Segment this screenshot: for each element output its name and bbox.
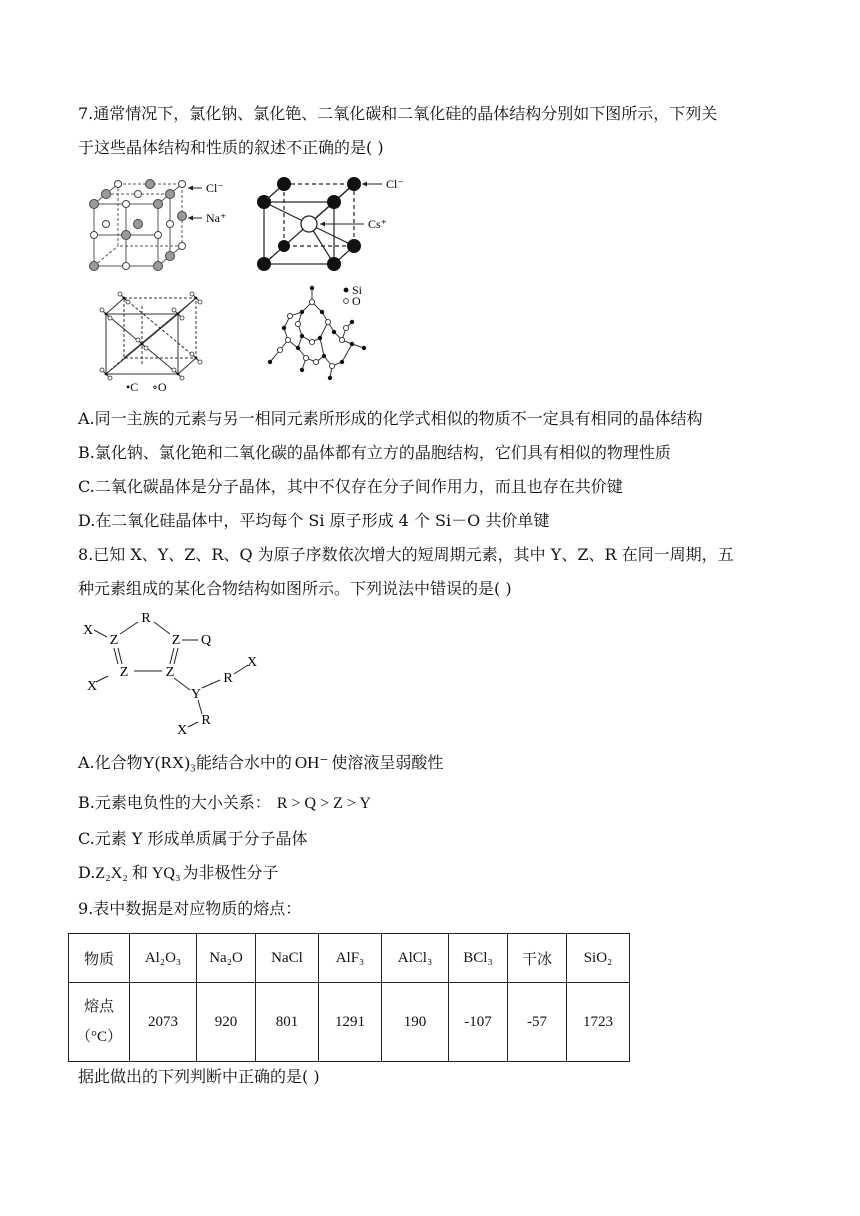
- q8-stem-line2: 种元素组成的某化合物结构如图所示。下列说法中错误的是( ): [78, 579, 512, 598]
- table-header-cell: NaCl: [256, 934, 319, 983]
- q8-atom-x4: X: [176, 723, 188, 738]
- nacl-crystal-figure: [84, 176, 254, 276]
- q8-atom-z2: Z: [171, 633, 181, 648]
- table-value-label-line2: （°C）: [75, 1029, 122, 1045]
- table-header-cell: Na₂O: [197, 934, 256, 983]
- q7-stem-line1: 7.通常情况下，氯化钠、氯化铯、二氧化碳和二氧化硅的晶体结构分别如下图所示，下列关: [78, 104, 718, 123]
- table-header-cell: AlF₃: [319, 934, 382, 983]
- co2-crystal-figure: [96, 290, 216, 396]
- cscl-crystal-figure: [252, 176, 422, 276]
- co2-c-label: •C: [126, 380, 139, 394]
- q7-option-c: C.二氧化碳晶体是分子晶体，其中不仅存在分子间作用力，而且也存在共价键: [78, 477, 623, 496]
- q8-option-a-formula: Y(RX)₃: [142, 753, 196, 772]
- table-value-label: [69, 983, 130, 1062]
- table-value-label-line1: 熔点: [83, 999, 114, 1015]
- table-row: [69, 983, 630, 1062]
- melting-point-table: [68, 933, 630, 1062]
- q9-stem: 9.表中数据是对应物质的熔点：: [78, 899, 302, 918]
- q8-option-a-mid: 能结合水中的: [195, 753, 292, 772]
- q8-option-b-prefix: B.元素电负性的大小关系：: [78, 793, 271, 812]
- table-header-label: 物质: [69, 934, 130, 983]
- q8-option-a-prefix: A.化合物: [78, 753, 143, 772]
- table-cell: -57: [508, 983, 567, 1062]
- q8-atom-z3: Z: [119, 665, 129, 680]
- q7-option-b: B.氯化钠、氯化铯和二氧化碳的晶体都有立方的晶胞结构，它们具有相似的物理性质: [78, 443, 671, 462]
- q8-atom-r1: R: [141, 611, 151, 626]
- sio2-si-label: Si: [352, 283, 363, 297]
- q9-followup: 据此做出的下列判断中正确的是( ): [78, 1067, 320, 1086]
- table-header-row: [69, 934, 630, 983]
- q8-atom-r2: R: [223, 671, 233, 686]
- nacl-na-label: Na⁺: [206, 211, 227, 225]
- q8-option-d-formula1: Z₂X₂: [95, 865, 128, 882]
- table-cell: 801: [256, 983, 319, 1062]
- q8-option-d-suffix: 为非极性分子: [182, 863, 279, 882]
- q8-option-b: [78, 792, 371, 815]
- table-cell: 190: [382, 983, 449, 1062]
- q8-option-d-mid: 和: [131, 863, 148, 882]
- q8-option-a: [78, 752, 443, 774]
- table-cell: 1723: [567, 983, 630, 1062]
- q8-stem-line1: 8.已知 X、Y、Z、R、Q 为原子序数依次增大的短周期元素，其中 Y、Z、R 在同一周期，五: [78, 545, 734, 564]
- q8-option-a-suffix: 使溶液呈弱酸性: [331, 753, 444, 772]
- q8-atom-x2: X: [86, 679, 98, 694]
- table-header-cell: BCl₃: [449, 934, 508, 983]
- q8-option-d: [78, 862, 279, 885]
- q8-option-d-formula2: YQ₃: [151, 865, 181, 882]
- q8-atom-y: Y: [190, 687, 202, 702]
- table-cell: 2073: [130, 983, 197, 1062]
- q8-option-d-prefix: D.: [78, 863, 96, 882]
- table-cell: -107: [449, 983, 508, 1062]
- q7-option-a: A.同一主族的元素与另一相同元素所形成的化学式相似的物质不一定具有相同的晶体结构: [78, 409, 703, 428]
- table-header-cell: 干冰: [508, 934, 567, 983]
- q7-option-d: D.在二氧化硅晶体中，平均每个 Si 原子形成 4 个 Si－O 共价单键: [78, 511, 550, 530]
- co2-o-label: ∘O: [152, 380, 167, 394]
- q8-atom-q: Q: [200, 633, 212, 648]
- sio2-o-label: O: [352, 294, 361, 308]
- q8-atom-r3: R: [201, 713, 211, 728]
- q8-option-a-ion: OH⁻: [294, 753, 329, 772]
- table-cell: 920: [197, 983, 256, 1062]
- q7-stem-line2: 于这些晶体结构和性质的叙述不正确的是( ): [78, 138, 384, 157]
- table-header-cell: Al₂O₃: [130, 934, 197, 983]
- table-cell: 1291: [319, 983, 382, 1062]
- q8-structure-figure: [74, 608, 274, 738]
- table-header-cell: SiO₂: [567, 934, 630, 983]
- q8-option-b-formula: R > Q > Z > Y: [276, 795, 371, 812]
- cscl-cl-label: Cl⁻: [386, 177, 404, 191]
- nacl-cl-label: Cl⁻: [206, 181, 224, 195]
- q8-atom-x3: X: [246, 655, 258, 670]
- q8-atom-z4: Z: [165, 665, 175, 680]
- table-header-cell: AlCl₃: [382, 934, 449, 983]
- q8-atom-x1: X: [82, 623, 94, 638]
- q8-atom-z1: Z: [109, 633, 119, 648]
- cscl-cs-label: Cs⁺: [368, 217, 388, 231]
- q8-option-c: C.元素 Y 形成单质属于分子晶体: [78, 829, 308, 848]
- sio2-crystal-figure: [262, 282, 378, 388]
